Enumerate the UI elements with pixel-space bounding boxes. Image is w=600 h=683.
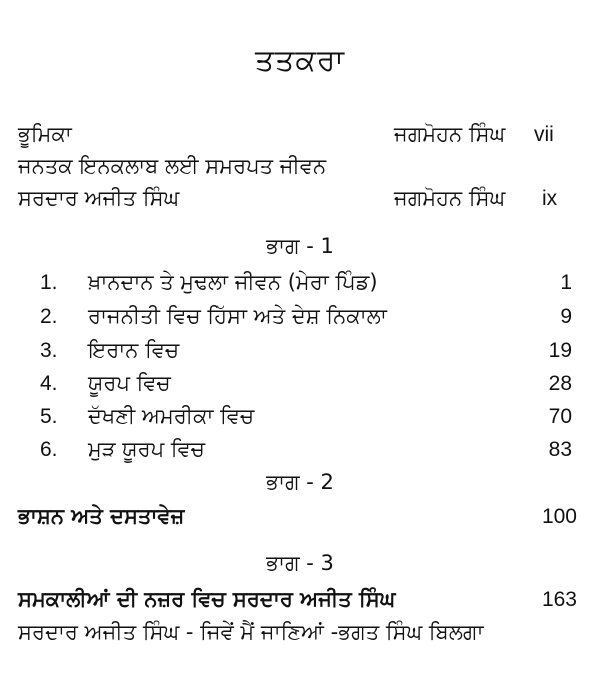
entry-title-continued: ਸਰਦਾਰ ਅਜੀਤ ਸਿੰਘ (18, 186, 180, 210)
chapter-page: 70 (548, 405, 572, 428)
section-page: 100 (541, 505, 577, 528)
part-heading: ਭਾਗ - 2 (266, 470, 334, 494)
entry-page: ix (542, 187, 558, 210)
section-title: ਭਾਸ਼ਨ ਅਤੇ ਦਸਤਾਵੇਜ਼ (18, 504, 185, 528)
entry-page: vii (534, 123, 554, 146)
chapter-number: 6. (40, 438, 58, 461)
chapter-number: 5. (40, 405, 58, 428)
chapter-page: 9 (560, 305, 572, 328)
chapter-title: ਮੁੜ ਯੂਰਪ ਵਿਚ (88, 437, 205, 461)
part-heading: ਭਾਗ - 1 (266, 234, 334, 258)
chapter-title: ਯੂਰਪ ਵਿਚ (88, 371, 171, 395)
chapter-page: 28 (548, 372, 572, 395)
entry-title: ਭੂਮਿਕਾ (18, 122, 72, 146)
chapter-title: ਦੱਖਣੀ ਅਮਰੀਕਾ ਵਿਚ (88, 404, 255, 428)
section-subentry: ਸਰਦਾਰ ਅਜੀਤ ਸਿੰਘ - ਜਿਵੇਂ ਮੈਂ ਜਾਣਿਆਂ -ਭਗਤ ਸਿੰਘ ਬਿਲਗਾ (18, 620, 484, 644)
chapter-number: 4. (40, 372, 58, 395)
entry-author: ਜਗਮੋਹਨ ਸਿੰਘ (394, 122, 506, 146)
entry-author: ਜਗਮੋਹਨ ਸਿੰਘ (394, 186, 506, 210)
chapter-number: 1. (40, 271, 58, 294)
chapter-number: 2. (40, 305, 58, 328)
section-title: ਸਮਕਾਲੀਆਂ ਦੀ ਨਜ਼ਰ ਵਿਚ ਸਰਦਾਰ ਅਜੀਤ ਸਿੰਘ (18, 587, 396, 611)
chapter-page: 1 (560, 271, 572, 294)
part-heading: ਭਾਗ - 3 (266, 551, 334, 575)
chapter-title: ਇਰਾਨ ਵਿਚ (88, 338, 180, 362)
chapter-page: 83 (548, 438, 572, 461)
entry-title: ਜਨਤਕ ਇਨਕਲਾਬ ਲਈ ਸਮਰਪਤ ਜੀਵਨ (18, 154, 327, 178)
chapter-number: 3. (40, 339, 58, 362)
chapter-title: ਖ਼ਾਨਦਾਨ ਤੇ ਮੁਢਲਾ ਜੀਵਨ (ਮੇਰਾ ਪਿੰਡ) (88, 270, 378, 294)
section-page: 163 (541, 588, 577, 611)
page-title: ਤਤਕਰਾ (254, 43, 346, 78)
chapter-title: ਰਾਜਨੀਤੀ ਵਿਚ ਹਿੱਸਾ ਅਤੇ ਦੇਸ਼ ਨਿਕਾਲਾ (88, 304, 387, 328)
chapter-page: 19 (548, 339, 572, 362)
